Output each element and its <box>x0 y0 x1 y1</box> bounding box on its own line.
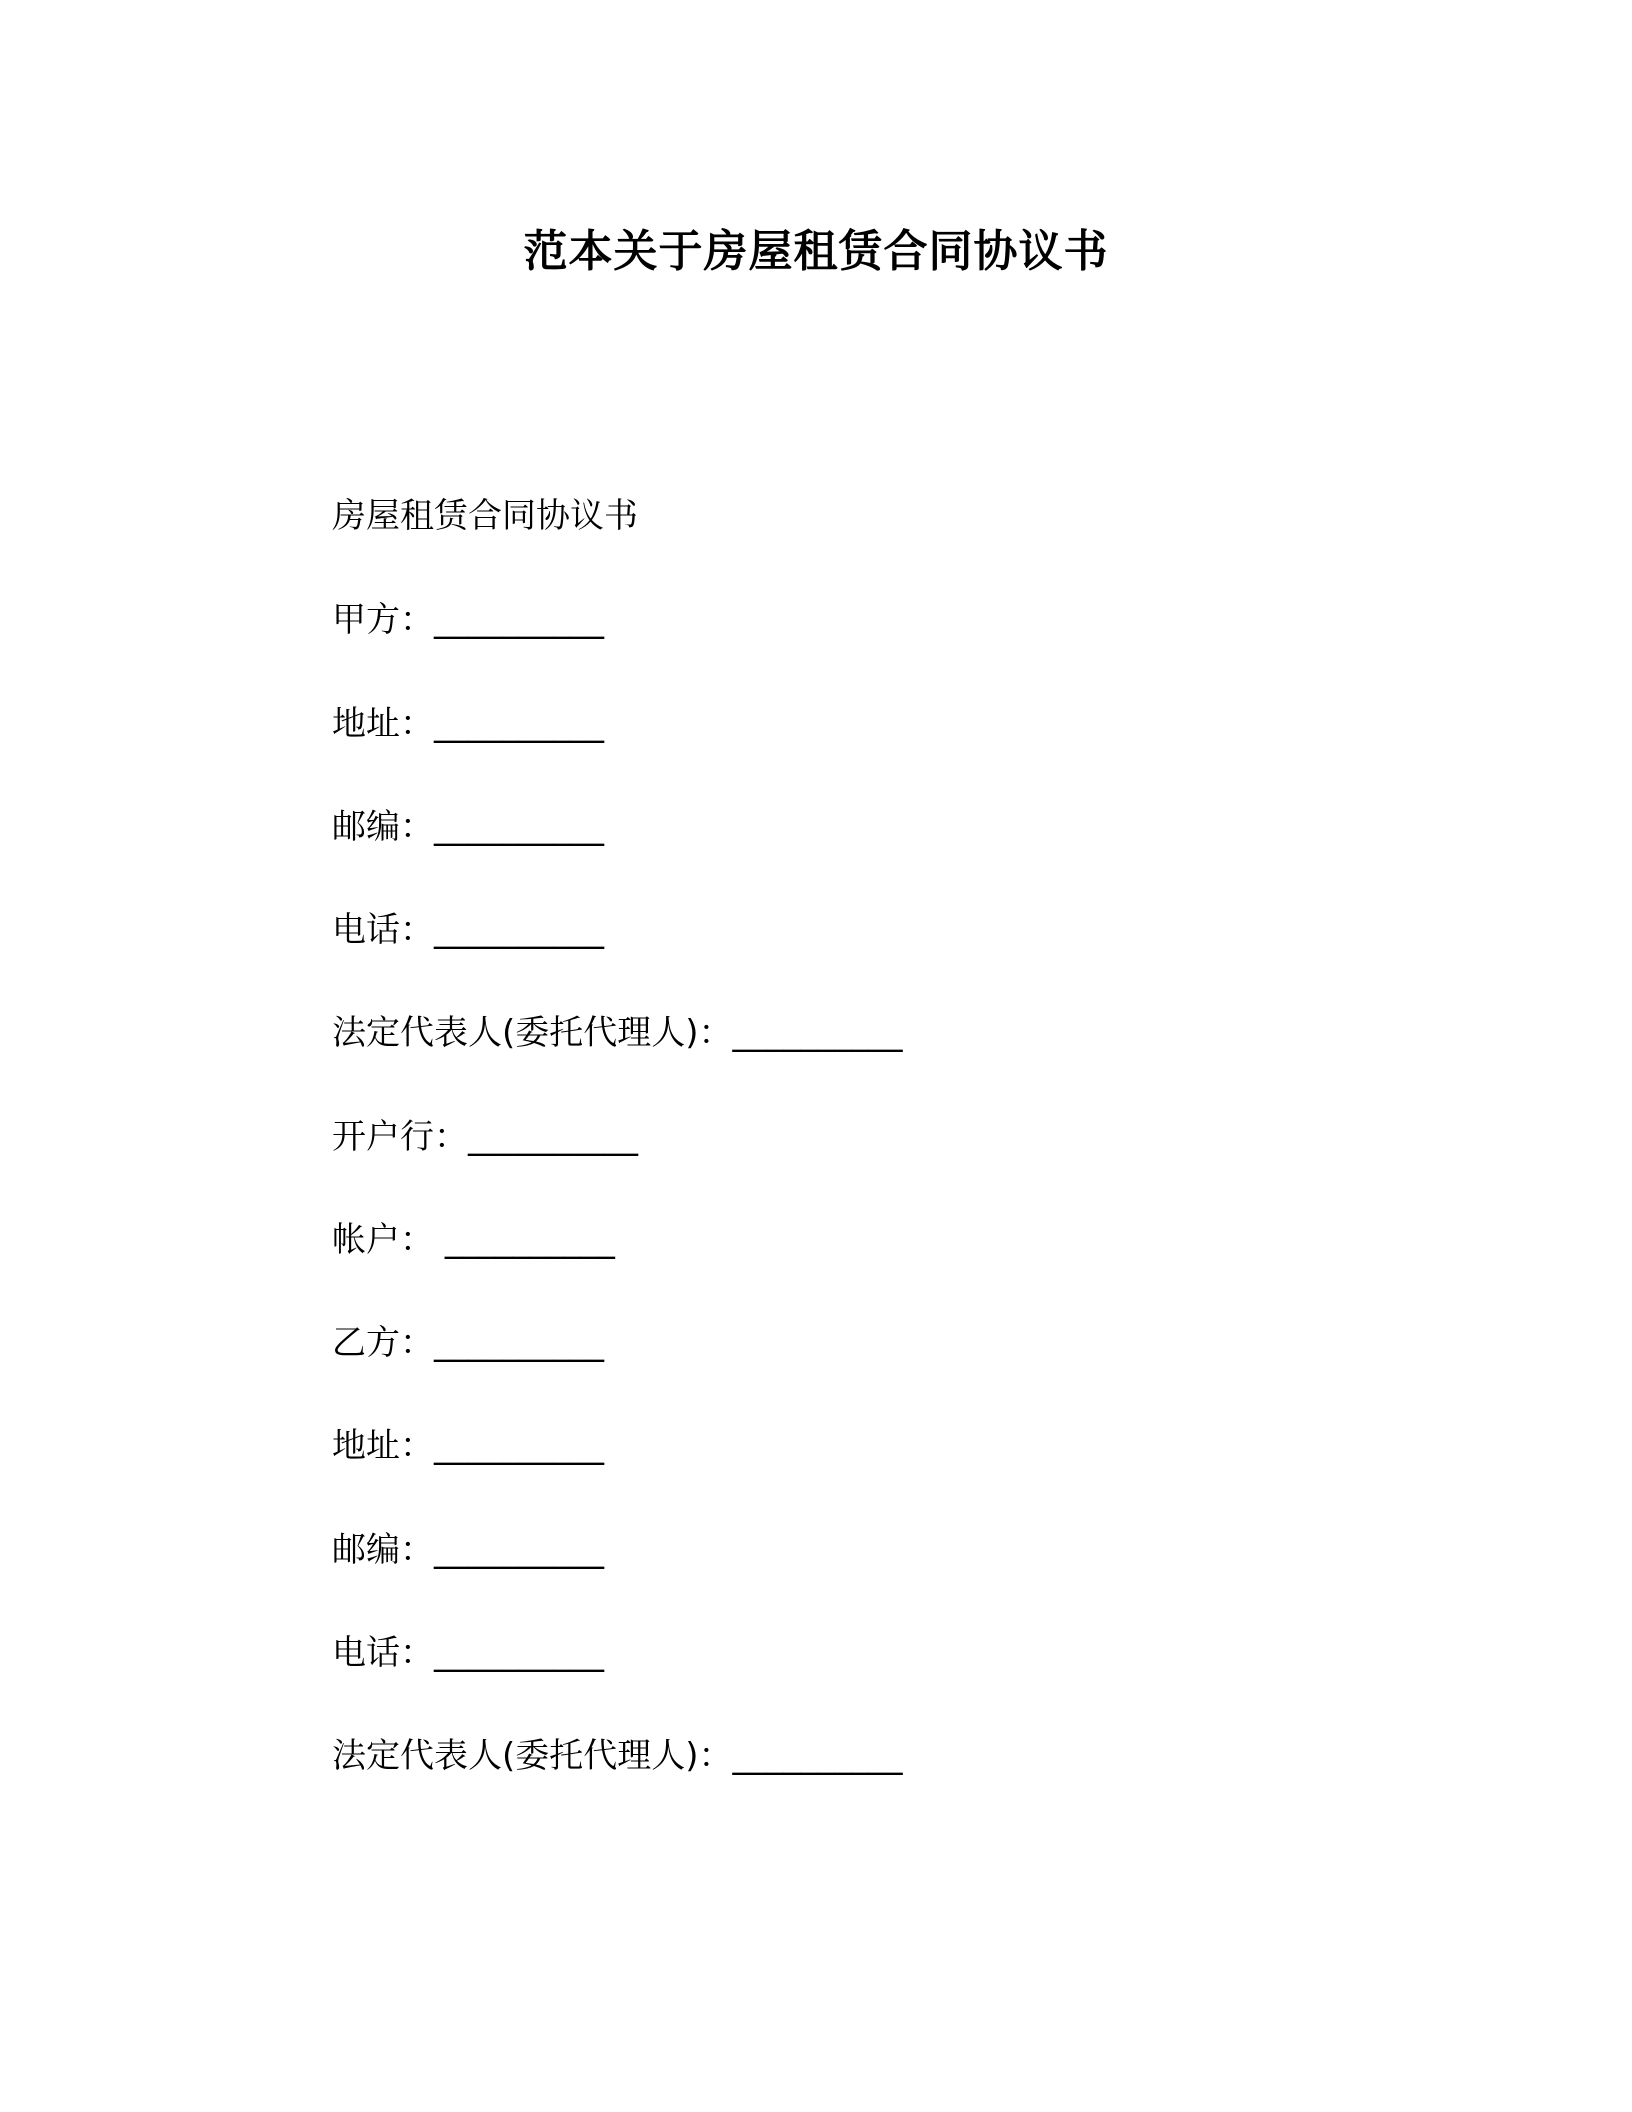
field-blank: __________ <box>468 1117 638 1157</box>
field-blank: __________ <box>434 1323 604 1363</box>
field-blank: __________ <box>732 1736 903 1776</box>
field-label: 乙方： <box>332 1323 434 1363</box>
field-blank: __________ <box>434 1530 604 1570</box>
field-line-representative-a <box>332 1009 903 1057</box>
field-label: 帐户： <box>332 1220 445 1260</box>
field-blank: __________ <box>434 1633 604 1673</box>
field-blank: __________ <box>434 704 604 744</box>
document-title: 范本关于房屋租赁合同协议书 <box>523 226 1109 277</box>
field-blank: __________ <box>444 1220 615 1260</box>
field-label: 电话： <box>332 1633 434 1673</box>
field-label: 邮编： <box>332 1530 434 1570</box>
field-label: 法定代表人(委托代理人)： <box>332 1736 733 1776</box>
field-line-phone-b <box>332 1629 604 1677</box>
field-line-postcode-b <box>332 1526 604 1574</box>
field-line-address-b <box>332 1422 604 1470</box>
field-line-account-a <box>332 1216 615 1264</box>
field-line-party-b <box>332 1319 604 1367</box>
field-label: 甲方： <box>332 600 434 640</box>
field-blank: __________ <box>434 600 604 640</box>
field-line-address-a <box>332 700 604 748</box>
field-blank: __________ <box>434 1426 604 1466</box>
field-blank: __________ <box>732 1013 903 1053</box>
field-line-party-a <box>332 596 604 644</box>
field-label: 法定代表人(委托代理人)： <box>332 1013 733 1053</box>
field-label: 邮编： <box>332 807 434 847</box>
field-label: 电话： <box>332 910 434 950</box>
field-line-phone-a <box>332 906 604 954</box>
field-line-bank-a <box>332 1113 638 1161</box>
field-label: 开户行： <box>332 1117 468 1157</box>
field-blank: __________ <box>434 910 604 950</box>
field-label: 地址： <box>332 1426 434 1466</box>
field-line-postcode-a <box>332 803 604 851</box>
document-subtitle: 房屋租赁合同协议书 <box>332 496 638 536</box>
field-line-representative-b <box>332 1732 903 1780</box>
field-blank: __________ <box>434 807 604 847</box>
field-label: 地址： <box>332 704 434 744</box>
